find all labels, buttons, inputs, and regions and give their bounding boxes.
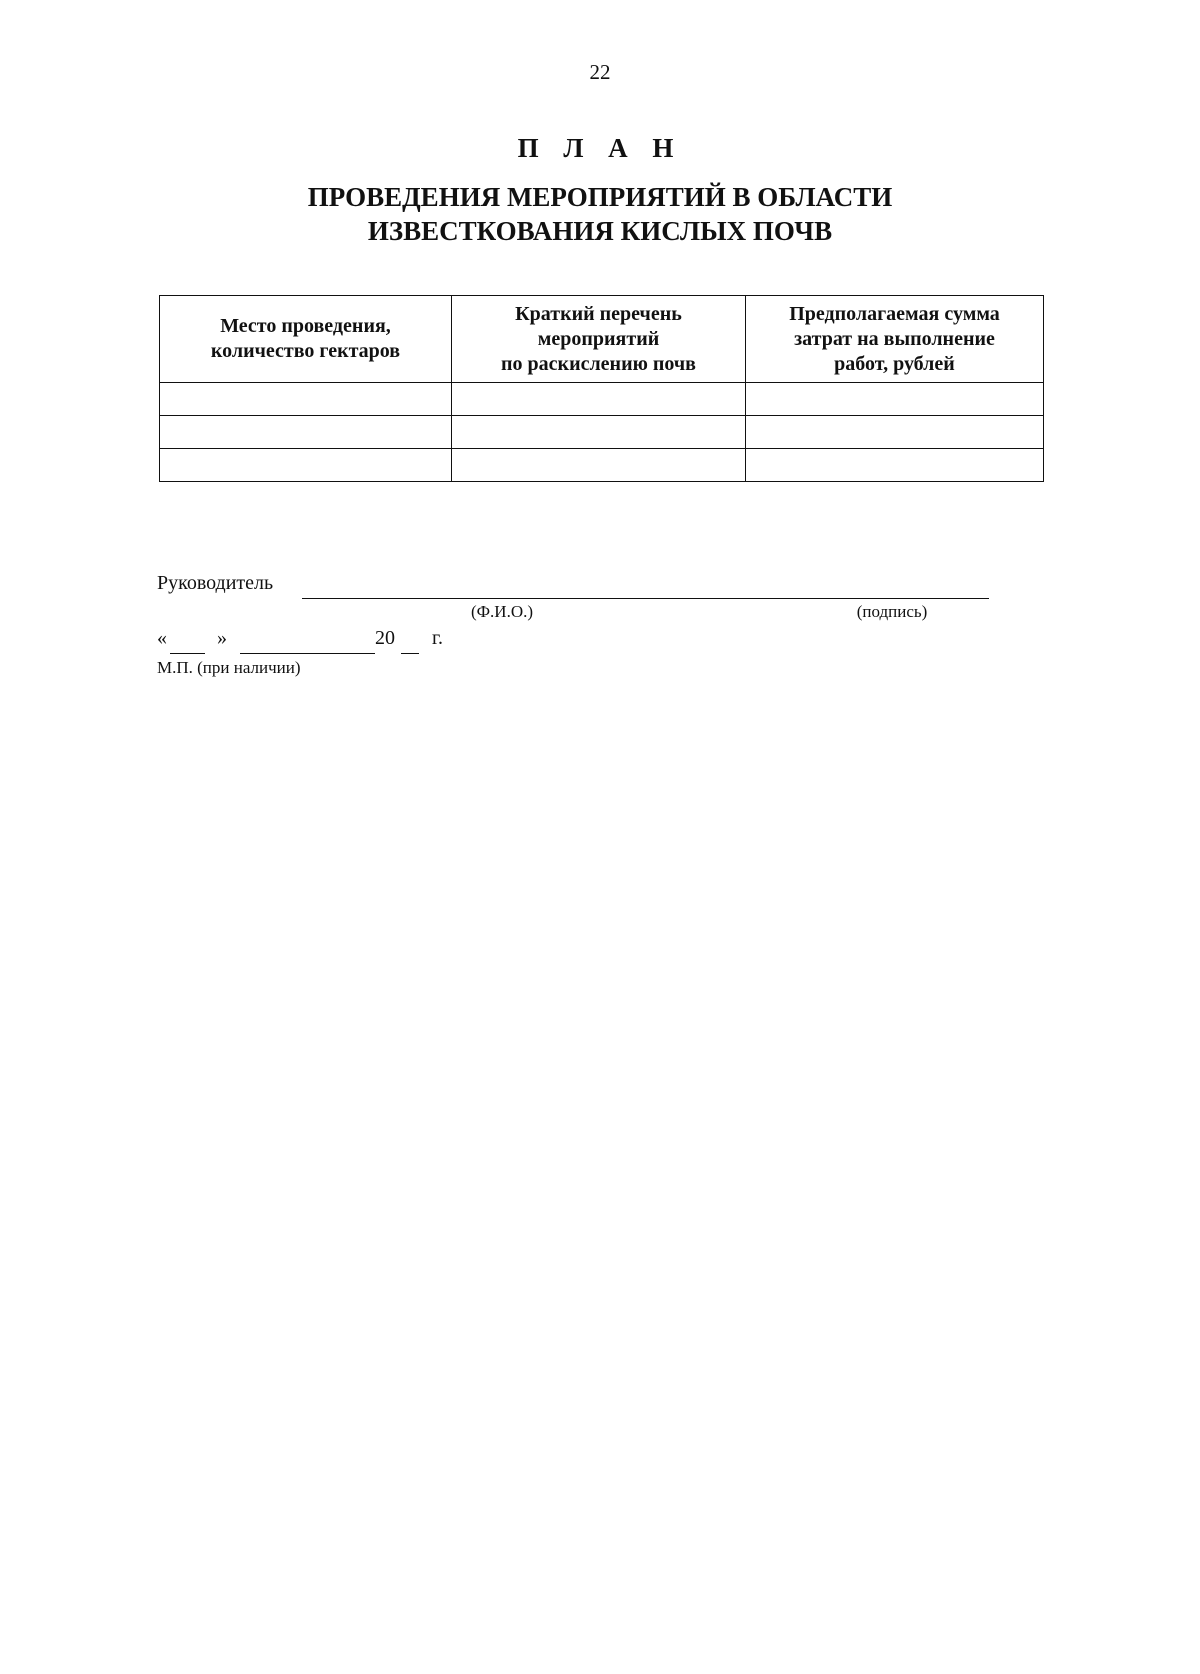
- document-title: П Л А Н: [517, 133, 683, 163]
- header-cost-line-3: работ, рублей: [834, 352, 955, 375]
- signature-block: [157, 572, 1057, 692]
- document-subtitle: [0, 180, 1200, 248]
- date-row: [157, 627, 557, 655]
- year-prefix: 20: [375, 627, 395, 649]
- table-header-row: [160, 296, 1044, 383]
- table-cell[interactable]: [160, 383, 452, 416]
- header-cost-line-1: Предполагаемая сумма: [789, 302, 1000, 325]
- table-cell[interactable]: [160, 416, 452, 449]
- table-row: [160, 449, 1044, 482]
- table-cell[interactable]: [746, 383, 1044, 416]
- signature-line[interactable]: [795, 598, 989, 599]
- table-cell[interactable]: [160, 449, 452, 482]
- stamp-note: М.П. (при наличии): [157, 658, 301, 677]
- header-measures: [452, 296, 746, 383]
- header-location-line-1: Место проведения,: [220, 315, 391, 337]
- header-cost: [746, 296, 1044, 383]
- table-cell[interactable]: [452, 416, 746, 449]
- header-measures-line-1: Краткий перечень: [515, 302, 682, 325]
- day-line[interactable]: [170, 653, 205, 654]
- header-location-line-2: количество гектаров: [210, 340, 401, 362]
- table-row: [160, 383, 1044, 416]
- page-number: 22: [589, 60, 611, 84]
- subtitle-line-1: ПРОВЕДЕНИЯ МЕРОПРИЯТИЙ В ОБЛАСТИ: [307, 182, 893, 212]
- table-row: [160, 416, 1044, 449]
- header-measures-line-3: по раскислению почв: [501, 352, 696, 375]
- quote-open: «: [157, 627, 167, 649]
- fio-caption: (Ф.И.О.): [470, 602, 534, 621]
- table-cell[interactable]: [746, 449, 1044, 482]
- table-cell[interactable]: [746, 416, 1044, 449]
- year-suffix: г.: [432, 627, 443, 649]
- header-location: [160, 296, 452, 383]
- signature-label: Руководитель: [157, 572, 274, 594]
- month-line[interactable]: [240, 653, 375, 654]
- table-cell[interactable]: [452, 383, 746, 416]
- fio-line[interactable]: [302, 598, 828, 599]
- quote-close: »: [217, 627, 227, 649]
- year-line[interactable]: [401, 653, 419, 654]
- table-cell[interactable]: [452, 449, 746, 482]
- plan-table: [159, 295, 1044, 482]
- signature-caption: (подпись): [856, 602, 928, 621]
- header-measures-line-2: мероприятий: [537, 327, 660, 350]
- header-cost-line-2: затрат на выполнение: [794, 327, 995, 350]
- subtitle-line-2: ИЗВЕСТКОВАНИЯ КИСЛЫХ ПОЧВ: [367, 216, 833, 246]
